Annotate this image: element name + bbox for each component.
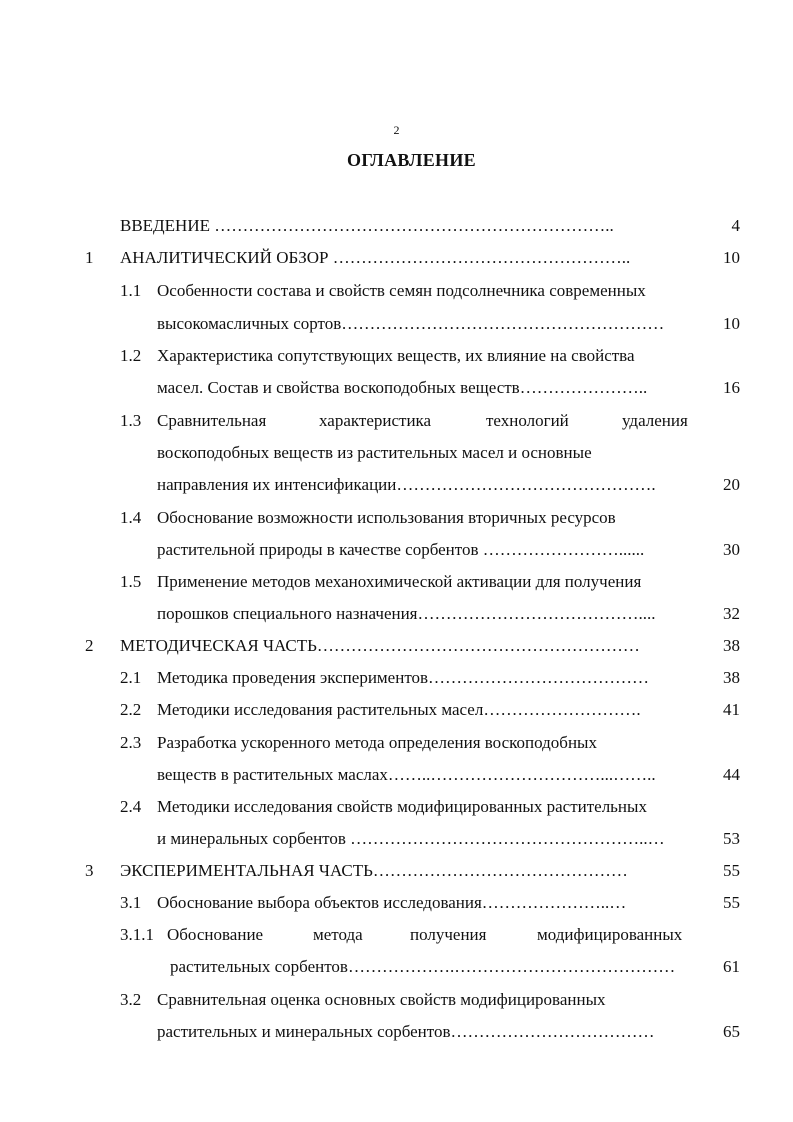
toc-entry-number: 1.5 (120, 572, 142, 591)
toc-entry-number: 1.4 (120, 508, 142, 527)
page-title: ОГЛАВЛЕНИЕ (347, 150, 476, 170)
toc-entry-number: 3.1 (120, 893, 142, 912)
toc-entry-text: Обоснование выбора объектов исследования…………………..… (157, 893, 627, 912)
toc-entry-text: ЭКСПЕРИМЕНТАЛЬНАЯ ЧАСТЬ……………………………………… (120, 861, 628, 880)
toc-entry-page: 65 (723, 1022, 740, 1041)
toc-entry-page: 30 (723, 540, 740, 559)
toc-entry-text: направления их интенсификации………………………………………. (157, 475, 656, 494)
toc-entry-page: 38 (723, 668, 740, 687)
toc-entry-page: 10 (723, 314, 740, 333)
toc-entry-page: 55 (723, 893, 740, 912)
toc-entry-text: Сравнительная оценка основных свойств модифицированных (157, 990, 606, 1009)
toc-entry-number: 2.1 (120, 668, 142, 687)
toc-entry-text: Методики исследования растительных масел………………………. (157, 700, 641, 719)
toc-entry-text: веществ в растительных маслах……..…………………………...…….. (157, 765, 656, 784)
toc-entry-number: 2.3 (120, 733, 142, 752)
toc-entry-page: 44 (723, 765, 740, 784)
toc-entry-text: Разработка ускоренного метода определения воскоподобных (157, 733, 597, 752)
toc-entry-page: 20 (723, 475, 740, 494)
toc-entry-page: 55 (723, 861, 740, 880)
toc-entry-text: характеристика (319, 411, 432, 430)
toc-entry-number: 1.3 (120, 411, 142, 430)
toc-entry-page: 41 (723, 700, 740, 719)
toc-entry-text: ВВЕДЕНИЕ …………………………………………………………….. (120, 216, 614, 235)
toc-entry-number: 3.1.1 (120, 925, 154, 944)
toc-entry-number: 2 (85, 636, 94, 655)
toc-entry-text: Методики исследования свойств модифицированных растительных (157, 797, 647, 816)
toc-entry-page: 61 (723, 957, 740, 976)
toc-entry-text: масел. Состав и свойства воскоподобных веществ………………….. (157, 378, 648, 397)
toc-entry-page: 10 (723, 248, 740, 267)
toc-entry-text: АНАЛИТИЧЕСКИЙ ОБЗОР …………………………………………….. (120, 248, 631, 267)
toc-entry-page: 16 (723, 378, 740, 397)
toc-entry-text: Характеристика сопутствующих веществ, их влияние на свойства (157, 346, 635, 365)
toc-entry-number: 2.4 (120, 797, 142, 816)
toc-entry-text: высокомасличных сортов………………………………………………… (157, 314, 665, 333)
toc-entry-text: Сравнительная (157, 411, 267, 430)
toc-entry-text: Особенности состава и свойств семян подсолнечника современных (157, 281, 646, 300)
page-number: 2 (393, 123, 400, 137)
toc-entry-text: порошков специального назначения………………………………….... (157, 604, 656, 623)
toc-entry-number: 1.1 (120, 281, 142, 300)
toc-entry-text: технологий (486, 411, 569, 430)
toc-entry-text: метода (313, 925, 363, 944)
toc-entry-text: получения (410, 925, 487, 944)
toc-entry-number: 2.2 (120, 700, 142, 719)
toc-entry-text: и минеральных сорбентов ……………………………………………..… (157, 829, 665, 848)
toc-entry-text: растительной природы в качестве сорбентов ……………………...... (157, 540, 645, 559)
toc-entry-text: Применение методов механохимической активации для получения (157, 572, 642, 591)
toc-entry-number: 1.2 (120, 346, 142, 365)
toc-entry-page: 32 (723, 604, 740, 623)
toc-entry-text: МЕТОДИЧЕСКАЯ ЧАСТЬ………………………………………………… (120, 636, 640, 655)
toc-entry-text: Обоснование (167, 925, 264, 944)
toc-entry-page: 4 (731, 216, 740, 235)
toc-entry-page: 38 (723, 636, 740, 655)
toc-entry-text: Методика проведения экспериментов………………………………… (157, 668, 650, 687)
toc-entry-number: 3 (85, 861, 94, 880)
toc-entry-text: удаления (622, 411, 688, 430)
toc-entry-text: растительных и минеральных сорбентов……………………………… (157, 1022, 655, 1041)
toc-entry-text: Обоснование возможности использования вторичных ресурсов (157, 508, 616, 527)
toc-entry-number: 3.2 (120, 990, 142, 1009)
toc-entry-text: воскоподобных веществ из растительных масел и основные (157, 443, 592, 462)
toc-entry-page: 53 (723, 829, 740, 848)
toc-entry-text: растительных сорбентов……………….………………………………… (170, 957, 676, 976)
toc-entry-number: 1 (85, 248, 94, 267)
toc-entry-text: модифицированных (537, 925, 683, 944)
